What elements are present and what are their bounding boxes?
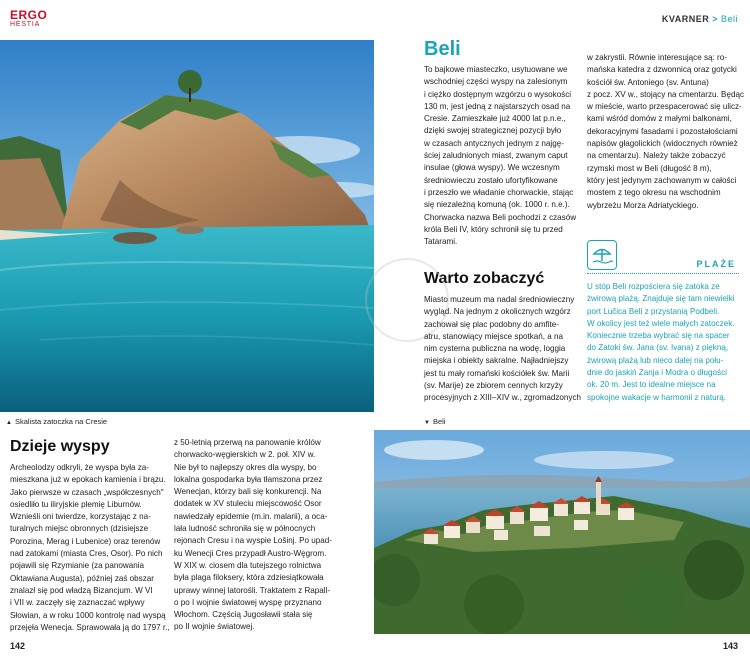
continued-line: dekoracyjnymi fasadami i pozostałościami — [587, 126, 738, 136]
dzieje-line: lokalna gospodarka była tłamszona przez — [174, 474, 323, 484]
dzieje-line: pojawili się Rzymianie (za panowania — [10, 561, 145, 571]
beaches-line: ok. 20 m. Jest to idealne miejsce na — [587, 380, 716, 390]
dzieje-line: mieszkana już w epokach kamienia i brązu. — [10, 475, 166, 485]
warto-line: Miasto muzeum ma nadal średniowieczny — [424, 295, 575, 304]
dzieje-line: nawiedzały epidemie (m.in. malarii), a oca- — [174, 511, 328, 521]
continued-line: kościół św. Antoniego (sv. Antuna) — [587, 77, 709, 87]
dzieje-line: Jako pierwsze w czasach „współczesnych" — [10, 487, 164, 497]
continued-line: wybrzeżu Morza Adriatyckiego. — [587, 200, 699, 210]
beli-line: 130 m, jest jedną z najstarszych osad na — [424, 101, 571, 111]
beli-line: i ciężko dostępnym wzgórzu o wysokości — [424, 89, 572, 99]
beaches-line: dnie do jaskiń Zanja i Modra o długości — [587, 368, 727, 378]
dzieje-line: Nie był to najlepszy okres dla wyspy, bo — [174, 462, 317, 472]
continued-line: mańska katedra z dzwonnicą oraz gotycki — [587, 65, 737, 75]
dzieje-line: i VII w. zaczęły się zaznaczać wpływy — [10, 598, 145, 608]
photo-caption-text: Skalista zatoczka na Cresie — [14, 417, 108, 426]
dzieje-line: Wenecjan, którzy bali się konkurencji. Na — [174, 487, 322, 497]
logo-ergo: ERGO — [10, 8, 48, 22]
dzieje-line: W XIX w. ciosem dla tutejszego rolnictwa — [174, 560, 322, 570]
logo-hestia: HESTIA — [10, 21, 41, 28]
dzieje-line: lała ludność schroniła się w północnych — [174, 524, 316, 534]
beli-line: króla Beli IV, który schronił się tu przed — [424, 224, 563, 234]
dzieje-line: przejęła Wenecja. Sprawowała ją do 1797 r., — [10, 622, 170, 632]
heading-warto-zobaczyc: Warto zobaczyć — [424, 270, 545, 287]
dzieje-line: Porozina, Merag i Lubenice) oraz terenów — [10, 536, 161, 546]
continued-line: napisów głagolickich (widocznych również — [587, 139, 738, 149]
dzieje-line: z 50-letnią przerwą na panowanie królów — [174, 438, 321, 447]
beaches-line: żwirową plażą lub nieco dalej na połu- — [587, 355, 724, 365]
dzieje-line: Wznieśli oni twierdze, korzystając z na- — [10, 512, 151, 522]
photo-caption-text: Beli — [432, 417, 446, 426]
beli-line: Chorwacka nazwa Beli pochodzi z czasów — [424, 212, 577, 222]
dzieje-line: o po I wojnie światowej wyspę przyznano — [174, 597, 322, 607]
continued-line: w mieście, warto przespacerować się ulicz- — [587, 102, 742, 112]
continued-line: który jest jedynym zachowanym w całości — [587, 175, 737, 185]
warto-line: wygląd. Na jednym z okolicznych wzgórz — [424, 307, 571, 317]
beli-line: Tatarami. — [424, 237, 458, 247]
beli-line: dzięki swojej strategicznej pozycji było — [424, 126, 562, 136]
photo-caption-bottom — [424, 417, 445, 426]
beli-line: To bajkowe miasteczko, usytuowane we — [424, 65, 568, 74]
beli-line: ściej zaludnionych miast, zwanym caput — [424, 151, 568, 161]
photo-beli-village — [374, 430, 750, 634]
dzieje-line: po II wojnie światowej. — [174, 622, 255, 632]
dzieje-line: rejonach Cresu i na wyspie Lošinj. Po upad- — [174, 536, 332, 546]
heading-beli: Beli — [424, 38, 461, 60]
dzieje-line: Słowian, a w roku 1000 kontrolę nad wyspą — [10, 610, 166, 620]
warto-line: procesyjnych z XIII–XIV w., zgromadzonych — [424, 393, 581, 403]
beli-line: w czasach antycznych jednym z najgę- — [424, 138, 564, 148]
dzieje-line: znalazł się pod władzą Bizancjum. W VI — [10, 585, 153, 595]
beaches-line: żwirową plażą. Znajduje się tam niewielki — [587, 294, 735, 304]
dzieje-line: chorwacko-węgierskich w 2. poł. XIV w. — [174, 450, 316, 460]
beach-umbrella-icon — [587, 240, 617, 270]
page-number-left: 142 — [10, 641, 26, 651]
beli-line: się niezależną komuną (ok. 1000 r. n.e.). — [424, 200, 570, 210]
photo-rocky-cove — [0, 40, 374, 412]
continued-line: kami wśród domów z małymi balkonami, — [587, 114, 732, 124]
dzieje-line: Oktawiana Augusta), później zaś obszar — [10, 573, 154, 583]
dzieje-line: ku Wenecji Cres przypadł Austro-Węgrom. — [174, 548, 327, 558]
warto-line: zachował się plac podobny do amfite- — [424, 319, 559, 329]
beli-line: wschodniej części wyspy na zalesionym — [424, 77, 568, 87]
warto-text — [424, 294, 584, 405]
heading-dzieje-wyspy: Dzieje wyspy — [10, 438, 110, 455]
dzieje-line: Włochom. Częścią Jugosławii stała się — [174, 610, 313, 620]
beli-line: i przeszło we władanie chorwackie, stając — [424, 187, 574, 197]
warto-line: (sv. Marije) ze zbiorem cennych krzyży — [424, 381, 563, 391]
beli-line: średniowieczu zostało ufortyfikowane — [424, 175, 558, 185]
beaches-divider — [587, 273, 739, 275]
beaches-line: Koniecznie trzeba wybrać się na spacer — [587, 331, 730, 341]
caret-up-icon: ▲ — [6, 420, 12, 426]
beaches-line: do Zatoki św. Jana (sv. Ivana) z piękną, — [587, 343, 729, 353]
beaches-text — [587, 281, 747, 404]
photo-caption-top — [6, 417, 107, 426]
warto-line: nim cysterna publiczna na wodę, loggia — [424, 344, 566, 354]
beaches-line: W okolicy jest też wiele małych zatoczek. — [587, 318, 735, 328]
page-number-right: 143 — [722, 641, 738, 651]
beaches-label: PLAŻE — [696, 259, 736, 269]
section-label: KVARNER — [661, 14, 710, 24]
dzieje-line: turalnych miejsc obronnych (dzisiejsze — [10, 524, 149, 534]
current-place-label: Beli — [720, 14, 738, 24]
warto-line: miejska i obiekty sakralne. Najładniejszy — [424, 356, 569, 366]
warto-line: jest tu mały romański kościółek św. Marii — [424, 368, 570, 378]
beli-line: insulae (głowa wyspy). We wczesnym — [424, 163, 560, 173]
continued-line: w zakrystii. Równie interesujące są: ro- — [587, 53, 727, 62]
continued-line: z pocz. XV w., stojący na cmentarzu. Będąc — [587, 89, 745, 99]
dzieje-column-1 — [10, 462, 170, 634]
dzieje-line: uprawy winnej latorośli. Traktatem z Rapall- — [174, 585, 331, 595]
beli-intro-text — [424, 64, 584, 248]
continued-line: na cmentarzu). Należy także zobaczyć — [587, 151, 726, 161]
beaches-line: U stóp Beli rozpościera się zatoka ze — [587, 282, 720, 291]
dzieje-line: nad zatokami (miasta Cres, Osor). Po nich — [10, 549, 163, 559]
continued-line: rzymski most w Beli (długość 8 m), — [587, 163, 712, 173]
beli-line: Cresie. Zamieszkałe już 4000 lat p.n.e., — [424, 114, 566, 124]
dzieje-line: była plaga filoksery, która zdziesiątkowała — [174, 573, 324, 583]
dzieje-line: Archeolodzy odkryli, że wyspa była za- — [10, 463, 150, 472]
beaches-line: port Lučica Beli z przystanią Podbeli. — [587, 306, 720, 316]
chevron-right-icon: > — [712, 14, 718, 24]
continued-line: mostem z tego okresu na wschodnim — [587, 188, 721, 198]
caret-down-icon: ▼ — [424, 420, 430, 426]
beaches-line: spokojne wakacje w harmonii z naturą. — [587, 392, 727, 402]
dzieje-column-2 — [174, 437, 336, 634]
warto-line: atru, stanowiący miejsce spotkań, a na — [424, 331, 564, 341]
running-header — [662, 14, 738, 24]
beli-continued-text — [587, 52, 747, 212]
dzieje-line: dodatek w XV stuleciu miejscowość Osor — [174, 499, 322, 509]
dzieje-line: osiedliło tu iliryjskie plemię Liburnów. — [10, 499, 142, 509]
